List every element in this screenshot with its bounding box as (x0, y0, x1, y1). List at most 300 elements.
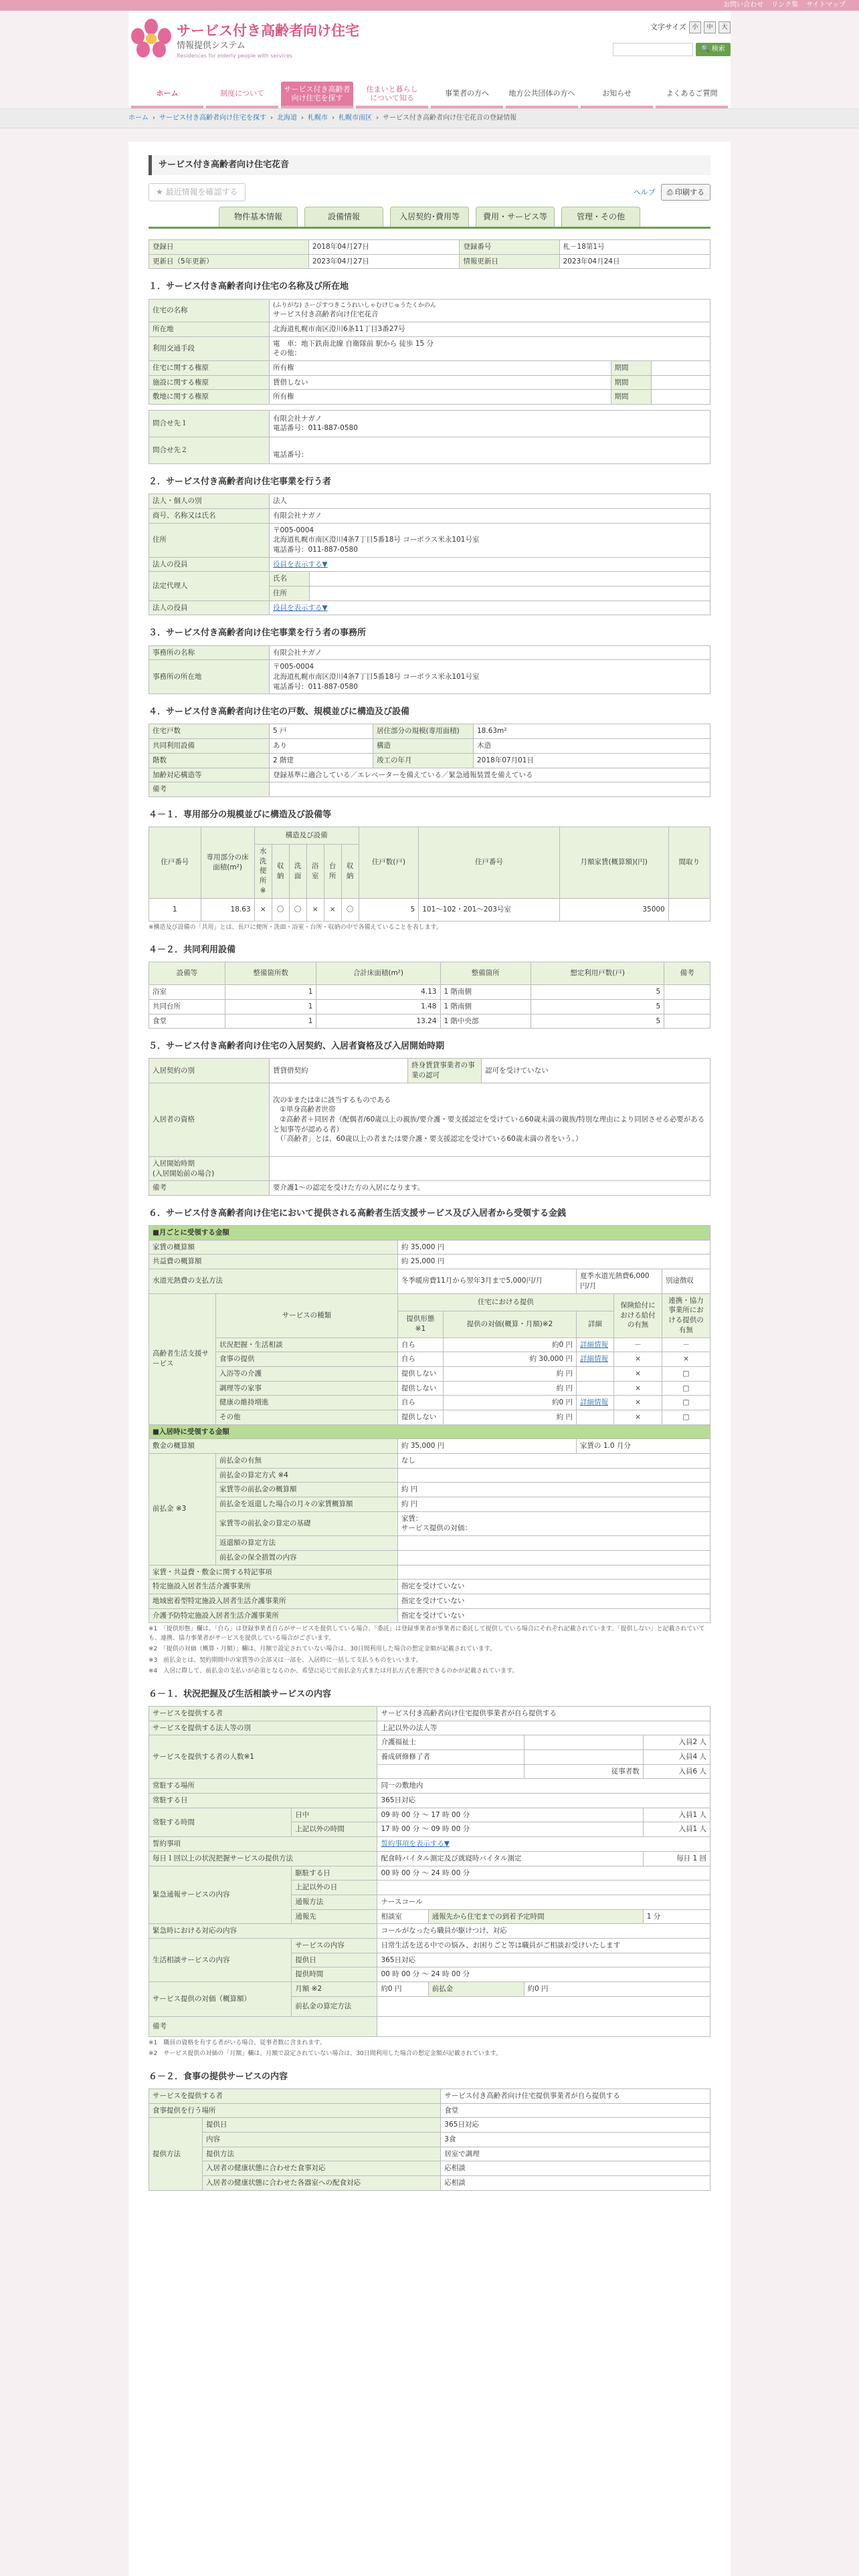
cell: 入員6 人 (643, 1764, 710, 1779)
cell: 収納 (272, 845, 289, 898)
cell: 駆駐する日 (292, 1866, 377, 1881)
cell: 健康の維持増進 (216, 1396, 398, 1410)
cell: 提供方法 (149, 2118, 203, 2190)
cell: 夏季水道光熱費6,000円/月 (577, 1269, 662, 1293)
cell: 通報先から住宅までの到着予定時間 (428, 1909, 643, 1924)
section3-table (149, 645, 710, 695)
cell: 1 (225, 985, 316, 1000)
cell: 2018年07月01日 (474, 753, 710, 768)
cell: 前払金を返還した場合の月々の家賃概算額 (216, 1497, 398, 1512)
cell: 法人 (270, 494, 710, 509)
cell: 共益費の概算額 (149, 1255, 398, 1269)
breadcrumb-separator: › (301, 114, 304, 122)
section5-table (149, 1058, 710, 1195)
cell: 入居開始時期 (入居開始前の場合) (149, 1156, 270, 1180)
cell: × (662, 1352, 710, 1367)
cell: 利用交通手段 (149, 336, 270, 360)
kana: (ふりがな) さーびすつきこうれいしゃむけじゅうたくかのん (273, 302, 436, 309)
cell: 1 階中央部 (440, 1014, 531, 1029)
font-size-large-button[interactable]: 大 (719, 21, 731, 33)
cell: × (254, 898, 272, 921)
util-link-contact[interactable]: お問い合わせ (723, 1, 764, 9)
cell: 約0 円 (377, 1982, 428, 1997)
cell: 〇 (341, 898, 359, 921)
print-label: 印刷する (675, 187, 704, 197)
site-header (128, 11, 731, 71)
cell: 氏名 (270, 572, 310, 586)
cell: 自ら (397, 1337, 443, 1352)
breadcrumb-item[interactable]: 札幌市 (308, 114, 328, 122)
cell: サービス提供の対価（概算額） (149, 1982, 292, 2017)
breadcrumb-separator: › (153, 114, 155, 122)
section42-table (149, 962, 710, 1029)
cell (664, 999, 710, 1014)
cell: 入員4 人 (643, 1750, 710, 1765)
cell: 居住部分の規模(専用面積) (373, 724, 474, 739)
search-button-label: 検索 (711, 45, 725, 53)
cell: 2023年04月27日 (308, 254, 459, 269)
breadcrumb-item[interactable]: サービス付き高齢者向け住宅を探す (159, 114, 266, 122)
note: ※1 職員の資格を有する者がいる場合、従事者数に含まれます。 (149, 2039, 326, 2046)
cell (651, 360, 710, 375)
cell: 認可を受けていない (482, 1059, 710, 1083)
cell: □ (662, 1396, 710, 1410)
cell: 賃借しない (270, 375, 611, 390)
breadcrumb-separator: › (376, 114, 379, 122)
cell: □ (662, 1381, 710, 1396)
cell: 加齢対応構造等 (149, 768, 270, 782)
cell: 101～102・201～203号室 (419, 898, 559, 921)
cell: 提供形態※1 (397, 1311, 443, 1337)
show-rules-link[interactable]: 誓約事項を表示する▼ (381, 1840, 450, 1848)
cell: 相談室 (377, 1909, 428, 1924)
cell (397, 1468, 710, 1483)
cell: × (614, 1381, 662, 1396)
cell: 入居者の健康状態に合わせた食事対応 (203, 2161, 441, 2176)
cell: 有限会社ナガノ (270, 645, 710, 660)
nav-item-1[interactable]: 制度について (206, 82, 278, 108)
breadcrumb-item: サービス付き高齢者向け住宅花音の登録情報 (383, 114, 516, 122)
cell: 約 円 (443, 1381, 576, 1396)
nav-item-0[interactable]: ホーム (131, 82, 203, 108)
cell: 2018年04月27日 (308, 239, 459, 254)
cell: なし (397, 1454, 710, 1469)
cell: × (324, 898, 341, 921)
cell: 住宅における提供 (397, 1293, 613, 1311)
cell: 常駐する場所 (149, 1779, 377, 1794)
section-title: ２．サービス付き高齢者向け住宅事業を行う者 (149, 476, 332, 487)
join-header: ■入居時に受領する金額 (149, 1424, 710, 1439)
cell: 備考 (149, 782, 270, 797)
monthly-header: ■月ごとに受領する金額 (149, 1226, 710, 1241)
cell: 状況把握・生活相談 (216, 1337, 398, 1352)
cell (577, 1410, 614, 1424)
cell: 提供しない (397, 1381, 443, 1396)
font-size-switcher (650, 21, 731, 33)
cell: 高齢者生活支援サービス (149, 1293, 216, 1424)
cell: 水洗便所※ (254, 845, 272, 898)
cell: 入員1 人 (643, 1822, 710, 1837)
cell: 事務所の名称 (149, 645, 270, 660)
cell: 保険給付における給付の有無 (614, 1293, 662, 1337)
cell: 住宅に関する権原 (149, 360, 270, 375)
cell: 食事の提供 (216, 1352, 398, 1367)
cell: 3食 (441, 2132, 710, 2147)
cell: 法定代理人 (149, 572, 270, 601)
cell: 通報方法 (292, 1895, 377, 1909)
cell: 〇 (289, 898, 306, 921)
cell: 冬季暖房費11月から翌年3月まで5,000円/月 (397, 1269, 576, 1293)
breadcrumb-item[interactable]: ホーム (128, 114, 149, 122)
cell: あり (270, 739, 373, 754)
cell: 整備箇所 (440, 962, 531, 985)
cell: 1 (225, 999, 316, 1014)
note: ※構造及び設備の「共用」とは、長戸に便所・洗面・浴室・台所・収納の中で各備えていることを表します。 (149, 924, 442, 931)
cell: ナースコール (377, 1895, 710, 1909)
cell: － (662, 1337, 710, 1352)
cell: 木造 (474, 739, 710, 754)
font-size-medium-button[interactable]: 中 (704, 21, 716, 33)
cell: 洗面 (289, 845, 306, 898)
cell: 自ら (397, 1352, 443, 1367)
cell: サービスを提供する者の人数※1 (149, 1735, 377, 1779)
cell: × (614, 1396, 662, 1410)
cell: 従事者数 (524, 1764, 643, 1779)
cell: 住戸数(戸) (359, 827, 419, 898)
cell: 敷金の概算額 (149, 1439, 398, 1454)
cell: 住戸番号 (419, 827, 559, 898)
cell: 指定を受けていない (397, 1594, 710, 1608)
cell: その他 (216, 1410, 398, 1424)
cell: 竣工の年月 (373, 753, 474, 768)
cell: 調理等の家事 (216, 1381, 398, 1396)
cell: □ (662, 1410, 710, 1424)
utility-bar (0, 0, 859, 11)
cell: 毎日 1 回 (643, 1851, 710, 1866)
section-title: ６．サービス付き高齢者向け住宅において提供される高齢者生活支援サービス及び入居者から受領する金銭 (149, 1208, 567, 1218)
help-link[interactable]: ヘルプ (633, 187, 656, 197)
printer-icon: ⎙ (666, 187, 673, 197)
cell: 配食時バイタル測定及び就寝時バイタル測定 (377, 1851, 643, 1866)
cell (524, 1750, 643, 1765)
cell (377, 1764, 524, 1779)
cell: 構造及び設備 (254, 827, 359, 845)
cell: 介護予防特定施設入居者生活介護事業所 (149, 1608, 398, 1623)
cell: 1 階南側 (440, 985, 531, 1000)
cell: 毎日１回以上の状況把握サービスの提供方法 (149, 1851, 377, 1866)
cell: × (614, 1352, 662, 1367)
cell: 月額 ※2 (292, 1982, 377, 1997)
cell: 養成研修修了者 (377, 1750, 524, 1765)
cell: 上記以外の日 (292, 1881, 377, 1895)
cell: 4.13 (316, 985, 440, 1000)
cell (664, 985, 710, 1000)
cell: 設備等 (149, 962, 225, 985)
cell: 所有権 (270, 390, 611, 405)
cell: 問合せ先１ (149, 410, 270, 437)
util-link-links[interactable]: リンク集 (771, 1, 799, 9)
cell: 別途徴収 (662, 1269, 710, 1293)
cell: 約0 円 (524, 1982, 710, 1997)
cell: 期間 (611, 375, 651, 390)
section-title: ５．サービス付き高齢者向け住宅の入居契約、入居者資格及び入居開始時期 (149, 1041, 445, 1052)
cell: × (614, 1410, 662, 1424)
show-officers-link[interactable]: 役員を表示する▼ (273, 560, 328, 568)
cell: 家賃： サービス提供の対価： (397, 1511, 710, 1535)
cell: 浴室 (149, 985, 225, 1000)
tab-basic[interactable]: 物件基本情報 (219, 207, 298, 227)
cell (651, 390, 710, 405)
cell: 1 (225, 1014, 316, 1029)
cell: 備考 (149, 2016, 377, 2036)
cell: 電 車：地下鉄南北線 自衛隊前 駅から 徒歩 15 分 その他： (270, 336, 710, 360)
cell: 有限会社ナガノ (270, 508, 710, 523)
cell: 居室で調理 (441, 2147, 710, 2161)
cell: 2 階建 (270, 753, 373, 768)
global-nav (128, 71, 731, 108)
breadcrumb-item[interactable]: 札幌市南区 (339, 114, 372, 122)
cell: 住所 (270, 586, 310, 601)
cell: 家賃等の前払金の算定の基礎 (216, 1511, 398, 1535)
cell: 指定を受けていない (397, 1608, 710, 1623)
cell: サービスを提供する者 (149, 2088, 441, 2103)
cell (397, 1536, 710, 1551)
cell (270, 782, 710, 797)
util-link-sitemap[interactable]: サイトマップ (806, 1, 846, 9)
section-title: ４－２．共同利用設備 (149, 945, 236, 956)
section-title: ３．サービス付き高齢者向け住宅事業を行う者の事務所 (149, 628, 367, 639)
cell: 入員1 人 (643, 1808, 710, 1822)
cell (377, 2016, 710, 2036)
cell: 月額家賃(概算額)(円) (559, 827, 668, 898)
cell: 備考 (664, 962, 710, 985)
cell: 前払金 ※3 (149, 1454, 216, 1566)
site-search (613, 43, 731, 56)
section61-table (149, 1706, 710, 2037)
cell: 約0 円 (443, 1396, 576, 1410)
cell: 約 円 (443, 1366, 576, 1381)
site-title[interactable]: サービス付き高齢者向け住宅 (177, 23, 359, 39)
cell: 地域密着型特定施設入居者生活介護事業所 (149, 1594, 398, 1608)
cell: 提供の対価(概算・月額)※2 (443, 1311, 576, 1337)
cell: 1 (149, 898, 201, 921)
cell: 09 時 00 分 ～ 17 時 00 分 (377, 1808, 643, 1822)
cell: 約 円 (397, 1483, 710, 1497)
cell: □ (662, 1366, 710, 1381)
font-size-label: 文字サイズ (650, 23, 686, 32)
cell: 住所 (149, 523, 270, 557)
cell: 提供日 (292, 1953, 377, 1967)
cell: 所有権 (270, 360, 611, 375)
cell: 更新日（5年更新） (149, 254, 309, 269)
cell: サービスの種類 (216, 1293, 398, 1337)
cell: 登録番号 (460, 239, 559, 254)
cell: 上記以外の時間 (292, 1822, 377, 1837)
main-content (128, 142, 731, 2576)
cell: 住戸番号 (149, 827, 201, 898)
cell: 入居者の資格 (149, 1083, 270, 1156)
note: ※2 サービス提供の対価の「月額」欄は、月額で設定されていない場合は、30日間利用した場合の想定金額が記載されています。 (149, 2050, 502, 2058)
cell: 間取り (668, 827, 710, 898)
cell: コールがなったら職員が駆けつけ、対応 (377, 1924, 710, 1939)
cell: 終身賃貸事業者の事業の認可 (408, 1059, 482, 1083)
house-name: サービス付き高齢者向け住宅花音 (273, 310, 379, 319)
cell: 日中 (292, 1808, 377, 1822)
cell: 自ら (397, 1396, 443, 1410)
cell: 2023年04月24日 (559, 254, 710, 269)
cell: 整備箇所数 (225, 962, 316, 985)
note: ※1 「提供形態」欄は、「自ら」は登録事業者自らがサービスを提供している場合、「委託」は登録事業者が事業者に委託して提供している場合にそれぞれ記載されています。「提供しない」と記載されていても、連携、協力事業者がサービスを提供している場合がございます。 (149, 1626, 705, 1642)
registration-table (149, 239, 710, 269)
cell: 問合せ先２ (149, 437, 270, 463)
nav-item-7[interactable]: よくあるご質問 (656, 82, 728, 108)
flower-logo-icon[interactable] (128, 19, 175, 59)
tab-contract[interactable]: 入居契約･費用等 (390, 207, 469, 227)
nav-item-6[interactable]: お知らせ (581, 82, 653, 108)
detail-link[interactable]: 詳細情報 (580, 1340, 608, 1349)
cell: 緊急時における対応の内容 (149, 1924, 377, 1939)
detail-link[interactable]: 詳細情報 (580, 1398, 608, 1407)
cell: 合計床面積(m²) (316, 962, 440, 985)
cell: 365日対応 (377, 1794, 710, 1808)
font-size-small-button[interactable]: 小 (689, 21, 701, 33)
cell: 〒005-0004 北海道札幌市南区澄川4条7丁目5番18号 コーポラス米永101号室 電話番号：011-887-0580 (270, 523, 710, 557)
cell: 共同台所 (149, 999, 225, 1014)
cell: 階数 (149, 753, 270, 768)
search-input[interactable] (613, 43, 693, 56)
tab-equipment[interactable]: 設備情報 (304, 207, 383, 227)
cell: 期間 (611, 360, 651, 375)
section4-table (149, 724, 710, 796)
cell: 詳細 (577, 1311, 614, 1337)
nav-item-2[interactable]: サービス付き高齢者 向け住宅を探す (281, 82, 353, 108)
cell: 登録基準に適合している／エレベーターを備えている／緊急通報装置を備えている (270, 768, 710, 782)
cell: 入浴等の介護 (216, 1366, 398, 1381)
tab-services[interactable]: 費用・サービス等 (476, 207, 555, 227)
cell: 上記以外の法人等 (377, 1721, 710, 1735)
note: ※4 入居に際して、前払金の支払いが必須となるのか、希望に応じて前払金方式または月払方式を選択できるのかが記載されています。 (149, 1668, 518, 1675)
cell: 食堂 (441, 2103, 710, 2118)
cell: 5 (531, 1014, 664, 1029)
section2-table (149, 494, 710, 615)
cell: 特定施設入居者生活介護事業所 (149, 1580, 398, 1594)
cell: × (306, 898, 324, 921)
cell: 家賃等の前払金の概算額 (216, 1483, 398, 1497)
cell: 約 35,000 円 (397, 1240, 710, 1255)
note: ※3 前払金とは、契約期間中の家賃等の全部又は一部を、入居時に一括して支払うものをいいます。 (149, 1656, 422, 1664)
section-title: ４－１．専用部分の規模並びに構造及び設備等 (149, 809, 332, 820)
cell (270, 1156, 710, 1180)
cell: 5 (531, 999, 664, 1014)
site-tagline: Residences for elderly people with services (177, 53, 293, 59)
cell: 食堂 (149, 1014, 225, 1029)
cell: サービスを提供する者 (149, 1706, 377, 1721)
cell: 連携・協力事業所における提供の有無 (662, 1293, 710, 1337)
show-officers-link[interactable]: 役員を表示する▼ (273, 603, 328, 612)
cell: 収納 (341, 845, 359, 898)
cell: 前払金の算定方法 (292, 1996, 377, 2016)
cell: 法人の役員 (149, 557, 270, 572)
cell: 提供日 (203, 2118, 441, 2133)
cell: 食事提供を行う場所 (149, 2103, 441, 2118)
cell (664, 1014, 710, 1029)
cell: サービス付き高齢者向け住宅提供事業者が自ら提供する (377, 1706, 710, 1721)
cell (397, 1565, 710, 1580)
cell: 内容 (203, 2132, 441, 2147)
cell: 約 30,000 円 (443, 1352, 576, 1367)
cell (668, 898, 710, 921)
cell (377, 1881, 710, 1895)
cell: 〒005-0004 北海道札幌市南区澄川4条7丁目5番18号 コーポラス米永101号室 電話番号：011-887-0580 (270, 660, 710, 694)
cell: 約 25,000 円 (397, 1255, 710, 1269)
cell: 18.63m² (474, 724, 710, 739)
cell: 前払金の算定方式 ※4 (216, 1468, 398, 1483)
cell (524, 1735, 643, 1750)
cell: 生活相談サービスの内容 (149, 1938, 292, 1981)
cell: 台所 (324, 845, 341, 898)
tab-management[interactable]: 管理・その他 (561, 207, 640, 227)
cell: 約 35,000 円 (397, 1439, 576, 1454)
cell: 5 戸 (270, 724, 373, 739)
cell: 法人・個人の別 (149, 494, 270, 509)
cell: 水道光熱費の支払方法 (149, 1269, 398, 1293)
cell (377, 1996, 710, 2016)
cell: 前払金の保全措置の内容 (216, 1550, 398, 1565)
cell: 電話番号： (270, 437, 710, 463)
detail-link[interactable]: 詳細情報 (580, 1355, 608, 1364)
cell: 敷地に関する権原 (149, 390, 270, 405)
cell: 緊急通報サービスの内容 (149, 1866, 292, 1924)
section62-table (149, 2088, 710, 2191)
nav-item-5[interactable]: 地方公共団体の方へ (506, 82, 578, 108)
breadcrumb-item[interactable]: 北海道 (277, 114, 297, 122)
section6-table (149, 1225, 710, 1623)
nav-item-3[interactable]: 住まいと暮らし について知る (356, 82, 428, 108)
cell: 00 時 00 分 ～ 24 時 00 分 (377, 1866, 710, 1881)
cell: 家賃・共益費・敷金に関する特記事項 (149, 1565, 398, 1580)
cell: 17 時 00 分 ～ 09 時 00 分 (377, 1822, 643, 1837)
cell: 賃貸借契約 (270, 1059, 408, 1083)
breadcrumb-separator: › (332, 114, 335, 122)
nav-item-4[interactable]: 事業者の方へ (431, 82, 503, 108)
recent-info-button[interactable]: ★ 最近情報を確認する (149, 183, 246, 201)
cell: 浴室 (306, 845, 324, 898)
section-title: ６－２．食事の提供サービスの内容 (149, 2071, 288, 2082)
cell (577, 1381, 614, 1396)
cell: － (614, 1337, 662, 1352)
search-button[interactable] (696, 43, 731, 56)
cell: 365日対応 (441, 2118, 710, 2133)
cell: 返還額の算定方法 (216, 1536, 398, 1551)
cell: 約0 円 (443, 1337, 576, 1352)
cell: 前払金の有無 (216, 1454, 398, 1469)
cell: 登録日 (149, 239, 309, 254)
note: ※2 「提供の対価（概算・月額）」欄は、月額で設定されていない場合は、30日間利用した場合の想定金額が記載されています。 (149, 1646, 496, 1653)
contact-table (149, 410, 710, 464)
cell (651, 375, 710, 390)
section-title: ４．サービス付き高齢者向け住宅の戸数、規模並びに構造及び設備 (149, 707, 410, 718)
cell: 入居者の健康状態に合わせた各器室への配食対応 (203, 2176, 441, 2191)
cell: 家賃の 1.0 月分 (577, 1439, 710, 1454)
cell: サービス付き高齢者向け住宅提供事業者が自ら提供する (441, 2088, 710, 2103)
cell: 入居契約の別 (149, 1059, 270, 1083)
cell: 共同利用設備 (149, 739, 270, 754)
cell: 約 円 (397, 1497, 710, 1512)
cell: 次の①または②に該当するものである ①単身高齢者世帯 ②高齢者＋同居者（配偶者/60歳以上の親族/要介護・要支援認定を受けている60歳未満の親族/特別な理由により同居させる必要があると知事等が認める者） （「高齢者」とは、60歳以上の者または要介護・要支援認定を受けている60歳未満の者をいう。） (270, 1083, 710, 1156)
cell: 法人の役員 (149, 601, 270, 615)
breadcrumb-separator: › (270, 114, 273, 122)
print-button[interactable] (661, 184, 710, 201)
